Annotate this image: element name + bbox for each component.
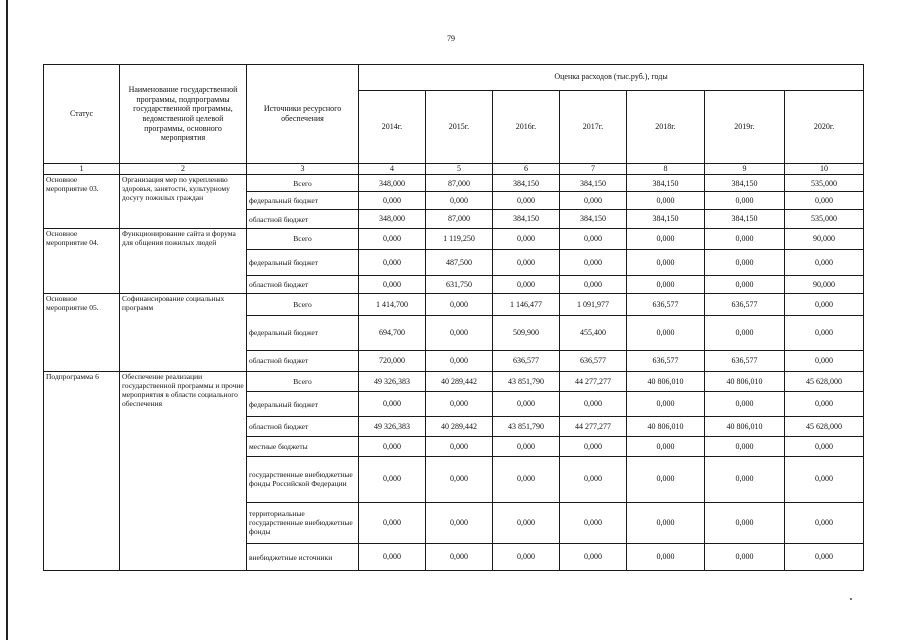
header-year: 2019г. [705, 90, 785, 163]
amount-cell: 40 806,010 [705, 416, 785, 436]
table-row [44, 175, 864, 192]
amount-cell: 384,150 [493, 209, 560, 228]
amount-cell: 348,000 [359, 209, 426, 228]
amount-cell: 0,000 [705, 544, 785, 571]
funding-source-cell: областной бюджет [247, 350, 359, 371]
amount-cell: 636,577 [560, 350, 627, 371]
amount-cell: 0,000 [785, 315, 864, 350]
amount-cell: 90,000 [785, 276, 864, 294]
amount-cell: 43 851,790 [493, 416, 560, 436]
amount-cell: 384,150 [705, 209, 785, 228]
amount-cell: 631,750 [426, 276, 493, 294]
amount-cell: 44 277,277 [560, 416, 627, 436]
amount-cell: 0,000 [785, 192, 864, 209]
program-name-cell: Организация мер по укреплению здоровья, занятости, культурному досугу пожилых граждан [120, 175, 247, 229]
amount-cell: 1 119,250 [426, 229, 493, 249]
amount-cell: 0,000 [705, 249, 785, 276]
amount-cell: 0,000 [426, 456, 493, 502]
amount-cell: 40 806,010 [705, 371, 785, 391]
amount-cell: 0,000 [359, 276, 426, 294]
funding-source-cell: федеральный бюджет [247, 315, 359, 350]
amount-cell: 384,150 [493, 175, 560, 192]
amount-cell: 384,150 [627, 209, 705, 228]
amount-cell: 49 326,383 [359, 416, 426, 436]
amount-cell: 0,000 [705, 502, 785, 544]
amount-cell: 45 628,000 [785, 416, 864, 436]
amount-cell: 0,000 [705, 229, 785, 249]
status-cell: Основное мероприятие 05. [44, 294, 120, 372]
funding-source-cell: Всего [247, 229, 359, 249]
header-sources: Источники ресурсного обеспечения [247, 65, 359, 164]
amount-cell: 384,150 [627, 175, 705, 192]
amount-cell: 0,000 [705, 315, 785, 350]
amount-cell: 0,000 [560, 392, 627, 416]
amount-cell: 0,000 [426, 392, 493, 416]
column-number: 2 [120, 163, 247, 174]
funding-source-cell: территориальные государственные внебюджетные фонды [247, 502, 359, 544]
funding-source-cell: Всего [247, 175, 359, 192]
table-row [44, 229, 864, 249]
header-estimate: Оценка расходов (тыс.руб.), годы [359, 65, 864, 91]
amount-cell: 0,000 [359, 456, 426, 502]
amount-cell: 0,000 [359, 192, 426, 209]
amount-cell: 0,000 [627, 502, 705, 544]
amount-cell: 40 806,010 [627, 371, 705, 391]
amount-cell: 0,000 [560, 544, 627, 571]
amount-cell: 636,577 [627, 350, 705, 371]
amount-cell: 40 806,010 [627, 416, 705, 436]
amount-cell: 0,000 [627, 437, 705, 456]
amount-cell: 40 289,442 [426, 416, 493, 436]
amount-cell: 0,000 [627, 392, 705, 416]
amount-cell: 384,150 [560, 175, 627, 192]
column-number: 7 [560, 163, 627, 174]
funding-source-cell: федеральный бюджет [247, 392, 359, 416]
column-number: 10 [785, 163, 864, 174]
program-name-cell: Функционирование сайта и форума для общения пожилых людей [120, 229, 247, 294]
amount-cell: 0,000 [493, 437, 560, 456]
funding-source-cell: государственные внебюджетные фонды Российской Федерации [247, 456, 359, 502]
header-row-top [44, 65, 864, 91]
amount-cell: 0,000 [627, 192, 705, 209]
page-number: 79 [447, 34, 455, 43]
amount-cell: 0,000 [705, 276, 785, 294]
speck-mark [850, 598, 852, 600]
header-year: 2017г. [560, 90, 627, 163]
funding-source-cell: областной бюджет [247, 416, 359, 436]
amount-cell: 0,000 [705, 192, 785, 209]
amount-cell: 1 414,700 [359, 294, 426, 315]
amount-cell: 0,000 [493, 229, 560, 249]
page-margin-rule [6, 0, 8, 640]
amount-cell: 0,000 [785, 437, 864, 456]
funding-source-cell: Всего [247, 294, 359, 315]
amount-cell: 0,000 [359, 502, 426, 544]
amount-cell: 0,000 [359, 437, 426, 456]
funding-source-cell: внебюджетные источники [247, 544, 359, 571]
amount-cell: 0,000 [560, 192, 627, 209]
column-number: 4 [359, 163, 426, 174]
program-name-cell: Софинансирование социальных программ [120, 294, 247, 372]
funding-source-cell: федеральный бюджет [247, 192, 359, 209]
amount-cell: 0,000 [426, 315, 493, 350]
amount-cell: 90,000 [785, 229, 864, 249]
column-number: 5 [426, 163, 493, 174]
funding-source-cell: федеральный бюджет [247, 249, 359, 276]
funding-source-cell: областной бюджет [247, 209, 359, 228]
amount-cell: 636,577 [493, 350, 560, 371]
amount-cell: 0,000 [705, 456, 785, 502]
amount-cell: 0,000 [627, 276, 705, 294]
amount-cell: 0,000 [785, 294, 864, 315]
amount-cell: 0,000 [627, 249, 705, 276]
amount-cell: 43 851,790 [493, 371, 560, 391]
amount-cell: 0,000 [493, 544, 560, 571]
amount-cell: 0,000 [359, 249, 426, 276]
amount-cell: 0,000 [627, 315, 705, 350]
amount-cell: 509,900 [493, 315, 560, 350]
amount-cell: 0,000 [493, 192, 560, 209]
amount-cell: 49 326,383 [359, 371, 426, 391]
amount-cell: 0,000 [493, 392, 560, 416]
table-row [44, 371, 864, 391]
amount-cell: 0,000 [785, 249, 864, 276]
column-number: 1 [44, 163, 120, 174]
column-number: 8 [627, 163, 705, 174]
amount-cell: 45 628,000 [785, 371, 864, 391]
amount-cell: 0,000 [627, 229, 705, 249]
header-year: 2020г. [785, 90, 864, 163]
amount-cell: 0,000 [426, 544, 493, 571]
amount-cell: 0,000 [785, 456, 864, 502]
status-cell: Подпрограмма 6 [44, 371, 120, 570]
amount-cell: 535,000 [785, 209, 864, 228]
header-name: Наименование государственной программы, подпрограммы государственной программы, ведомственной целевой программы, основного мероприятия [120, 65, 247, 164]
budget-table [43, 64, 864, 571]
amount-cell: 0,000 [426, 437, 493, 456]
header-year: 2018г. [627, 90, 705, 163]
amount-cell: 1 146,477 [493, 294, 560, 315]
amount-cell: 0,000 [705, 392, 785, 416]
column-number: 6 [493, 163, 560, 174]
header-year: 2015г. [426, 90, 493, 163]
amount-cell: 636,577 [627, 294, 705, 315]
amount-cell: 0,000 [493, 502, 560, 544]
amount-cell: 0,000 [785, 502, 864, 544]
table-row [44, 294, 864, 315]
column-number-row [44, 163, 864, 174]
amount-cell: 0,000 [560, 276, 627, 294]
amount-cell: 0,000 [560, 229, 627, 249]
amount-cell: 0,000 [627, 544, 705, 571]
amount-cell: 0,000 [560, 437, 627, 456]
amount-cell: 636,577 [705, 350, 785, 371]
funding-source-cell: областной бюджет [247, 276, 359, 294]
amount-cell: 40 289,442 [426, 371, 493, 391]
header-year: 2014г. [359, 90, 426, 163]
amount-cell: 0,000 [560, 502, 627, 544]
amount-cell: 0,000 [785, 544, 864, 571]
column-number: 3 [247, 163, 359, 174]
amount-cell: 348,000 [359, 175, 426, 192]
amount-cell: 87,000 [426, 209, 493, 228]
amount-cell: 0,000 [560, 456, 627, 502]
amount-cell: 1 091,977 [560, 294, 627, 315]
program-name-cell: Обеспечение реализации государственной программы и прочие мероприятия в области социального обеспечения [120, 371, 247, 570]
amount-cell: 0,000 [426, 294, 493, 315]
amount-cell: 0,000 [493, 456, 560, 502]
amount-cell: 0,000 [359, 544, 426, 571]
amount-cell: 0,000 [493, 276, 560, 294]
amount-cell: 0,000 [426, 192, 493, 209]
amount-cell: 720,000 [359, 350, 426, 371]
amount-cell: 487,500 [426, 249, 493, 276]
funding-source-cell: Всего [247, 371, 359, 391]
funding-source-cell: местные бюджеты [247, 437, 359, 456]
amount-cell: 0,000 [426, 502, 493, 544]
amount-cell: 87,000 [426, 175, 493, 192]
status-cell: Основное мероприятие 04. [44, 229, 120, 294]
amount-cell: 535,000 [785, 175, 864, 192]
amount-cell: 44 277,277 [560, 371, 627, 391]
amount-cell: 0,000 [359, 392, 426, 416]
amount-cell: 0,000 [359, 229, 426, 249]
amount-cell: 455,400 [560, 315, 627, 350]
amount-cell: 0,000 [785, 350, 864, 371]
amount-cell: 0,000 [785, 392, 864, 416]
amount-cell: 0,000 [705, 437, 785, 456]
status-cell: Основное мероприятие 03. [44, 175, 120, 229]
amount-cell: 0,000 [493, 249, 560, 276]
amount-cell: 0,000 [560, 249, 627, 276]
column-number: 9 [705, 163, 785, 174]
amount-cell: 0,000 [426, 350, 493, 371]
amount-cell: 694,700 [359, 315, 426, 350]
header-status: Статус [44, 65, 120, 164]
amount-cell: 384,150 [705, 175, 785, 192]
amount-cell: 384,150 [560, 209, 627, 228]
amount-cell: 0,000 [627, 456, 705, 502]
header-year: 2016г. [493, 90, 560, 163]
amount-cell: 636,577 [705, 294, 785, 315]
